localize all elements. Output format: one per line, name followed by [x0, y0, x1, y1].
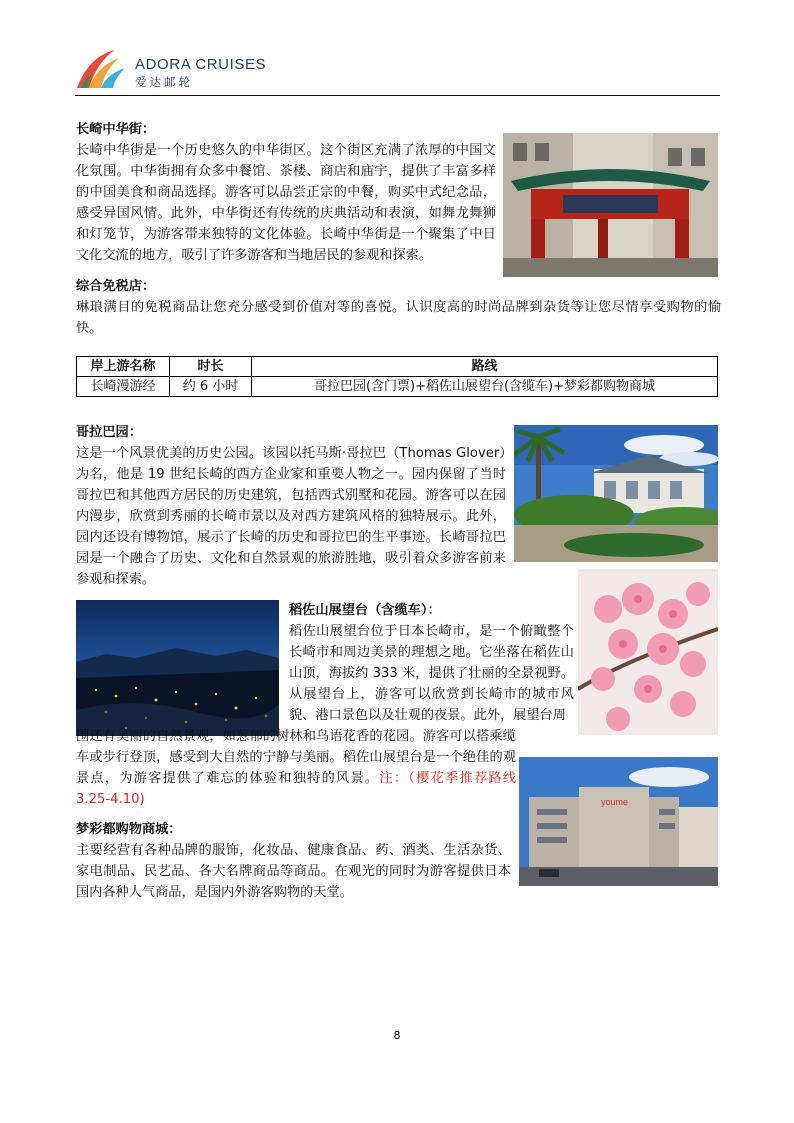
duty-free-title: 综合免税店：	[76, 279, 156, 294]
table-header-row	[77, 357, 718, 377]
cherry-blossom-photo	[578, 569, 718, 735]
table-cell: 长崎漫游经	[77, 377, 170, 397]
chinatown-title: 长崎中华街：	[76, 122, 156, 137]
table-header-cell: 时长	[170, 357, 252, 377]
duty-free-body: 琳琅满目的免税商品让您充分感受到价值对等的喜悦。认识度高的时尚品牌到杂货等让您尽情享受购物的愉快。	[76, 300, 721, 336]
table-row	[77, 377, 718, 397]
chinatown-body: 长崎中华街是一个历史悠久的中华街区。这个街区充满了浓厚的中国文化氛围。中华街拥有众多中餐馆、茶楼、商店和庙宇，提供了丰富多样的中国美食和商品选择。游客可以品尝正宗的中餐，购买中式纪念品，感受异国风情。此外，中华街还有传统的庆典活动和表演，如舞龙舞狮和灯笼节，为游客带来独特的文化体验。长崎中华街是一个聚集了中日文化交流的地方，吸引了许多游客和当地居民的参观和探索。	[76, 143, 496, 263]
table-cell: 约 6 小时	[170, 377, 252, 397]
brand-name-en: ADORA CRUISES	[135, 56, 267, 73]
youme-mall-photo	[519, 757, 718, 886]
inasa-body: 稻佐山展望台位于日本长崎市，是一个俯瞰整个长崎市和周边美景的理想之地。它坐落在稻佐山山顶，海拔约 333 米，提供了壮丽的全景视野。从展望台上，游客可以欣赏到长崎市的城市风貌、港口景色以及壮观的夜景。此外，展望台周	[289, 624, 574, 723]
inasa-title: 稻佐山展望台（含缆车）：	[289, 603, 441, 618]
inasa-note: 注：（樱花季推荐路线 3.25-4.10)	[76, 771, 516, 807]
youme-body: 主要经营有各种品牌的服饰，化妆品、健康食品、药、酒类、生活杂货、家电制品、民艺品、各大名牌商品等商品。在观光的同时为游客提供日本国内各种人气商品，是国内外游客购物的天堂。	[76, 843, 511, 900]
glover-title: 哥拉巴园：	[76, 425, 142, 440]
table-header-cell: 路线	[252, 357, 718, 377]
youme-sign: youme	[601, 797, 629, 807]
page-number: 8	[393, 1029, 401, 1042]
table-cell: 哥拉巴园(含门票)+稻佐山展望台(含缆车)+梦彩都购物商城	[252, 377, 718, 397]
brand-name-cn: 爱达邮轮	[135, 75, 193, 89]
glover-body: 这是一个风景优美的历史公园。该园以托马斯·哥拉巴（Thomas Glover）为名，他是 19 世纪长崎的西方企业家和重要人物之一。园内保留了当时哥拉巴和其他西方居民的历史建筑，包括西式别墅和花园。游客可以在园内漫步，欣赏到秀丽的长崎市景以及对西方建筑风格的独特展示。此外，园内还设有博物馆，展示了长崎的历史和哥拉巴的生平事迹。长崎哥拉巴园是一个融合了历史、文化和自然景观的旅游胜地，吸引着众多游客前来参观和探索。	[76, 446, 506, 587]
adora-logo-icon	[75, 48, 127, 92]
glover-garden-photo	[514, 425, 718, 562]
chinatown-photo	[503, 133, 718, 277]
inasa-body-cont: 围还有美丽的自然景观，如葱郁的树林和鸟语花香的花园。游客可以搭乘缆车或步行登顶，感受到大自然的宁静与美丽。稻佐山展望台是一个绝佳的观景点，为游客提供了难忘的体验和独特的风景。注：（樱花季推荐路线 3.25-4.10)	[76, 729, 516, 807]
youme-title: 梦彩都购物商城：	[76, 822, 182, 837]
table-header-cell: 岸上游名称	[77, 357, 170, 377]
inasa-night-view-photo	[76, 600, 279, 736]
page-header	[75, 44, 720, 96]
tour-table	[76, 356, 718, 397]
